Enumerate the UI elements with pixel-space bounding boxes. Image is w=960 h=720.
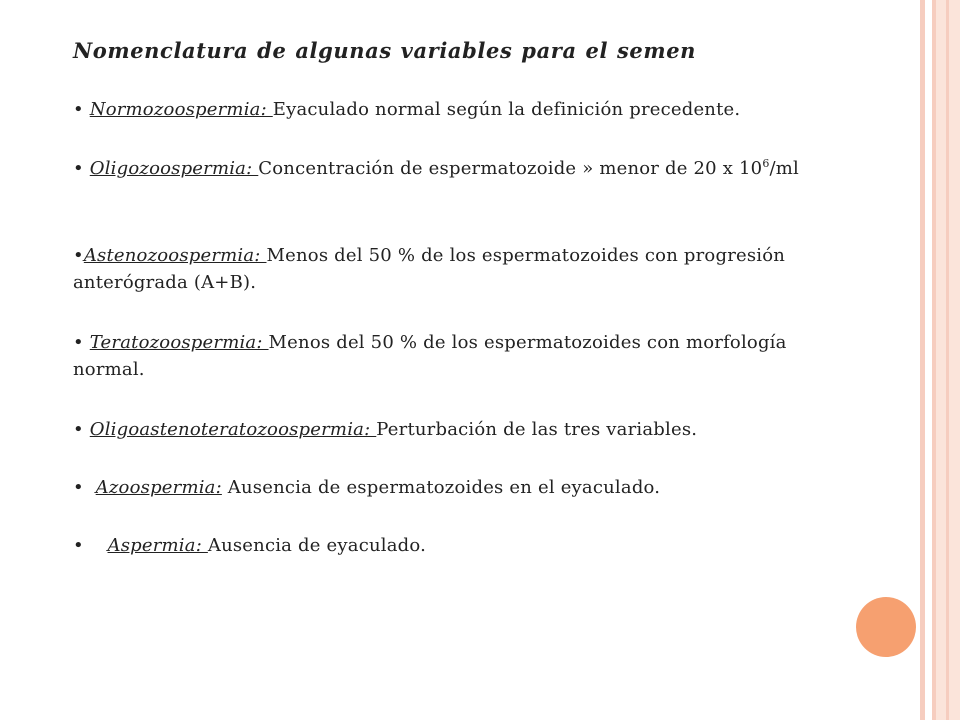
bullet: •	[73, 245, 84, 266]
term: Aspermia:	[107, 535, 208, 556]
list-item-oligoastenoteratozoospermia	[73, 416, 697, 443]
list-item-oligozoospermia	[73, 155, 799, 182]
superscript: 6	[762, 157, 770, 170]
definition: Eyaculado normal según la definición precedente.	[272, 99, 741, 120]
term: Azoospermia:	[95, 477, 222, 498]
definition: Menos del 50 % de los espermatozoides con progresión anterógrada (A+B).	[73, 245, 786, 293]
list-item-teratozoospermia	[73, 329, 853, 383]
list-item-normozoospermia	[73, 96, 740, 123]
slide-content	[73, 38, 853, 556]
right-border-stripe	[949, 0, 960, 720]
right-border-stripe	[936, 0, 946, 720]
definition-unit: /ml	[769, 158, 800, 179]
term: Teratozoospermia:	[89, 332, 269, 353]
right-border-stripe	[925, 0, 932, 720]
bullet: •	[73, 332, 84, 353]
bullet: •	[73, 477, 84, 498]
list-item-aspermia	[73, 532, 426, 559]
slide-title: Nomenclatura de algunas variables para el semen	[73, 38, 697, 63]
term: Astenozoospermia:	[83, 245, 267, 266]
term: Normozoospermia:	[89, 99, 273, 120]
term: Oligozoospermia:	[89, 158, 259, 179]
bullet: •	[73, 419, 84, 440]
bullet: •	[73, 99, 84, 120]
term: Oligoastenoteratozoospermia:	[89, 419, 377, 440]
list-item-azoospermia	[73, 474, 660, 501]
definition: Ausencia de eyaculado.	[207, 535, 427, 556]
definition: Concentración de espermatozoide » menor de 20 x 10	[258, 158, 763, 179]
bullet: •	[73, 158, 84, 179]
decorative-circle	[856, 597, 916, 657]
definition: Menos del 50 % de los espermatozoides con morfología normal.	[73, 332, 787, 380]
bullet: •	[73, 535, 84, 556]
definition: Perturbación de las tres variables.	[376, 419, 698, 440]
list-item-astenozoospermia	[73, 242, 853, 296]
definition: Ausencia de espermatozoides en el eyaculado.	[221, 477, 661, 498]
